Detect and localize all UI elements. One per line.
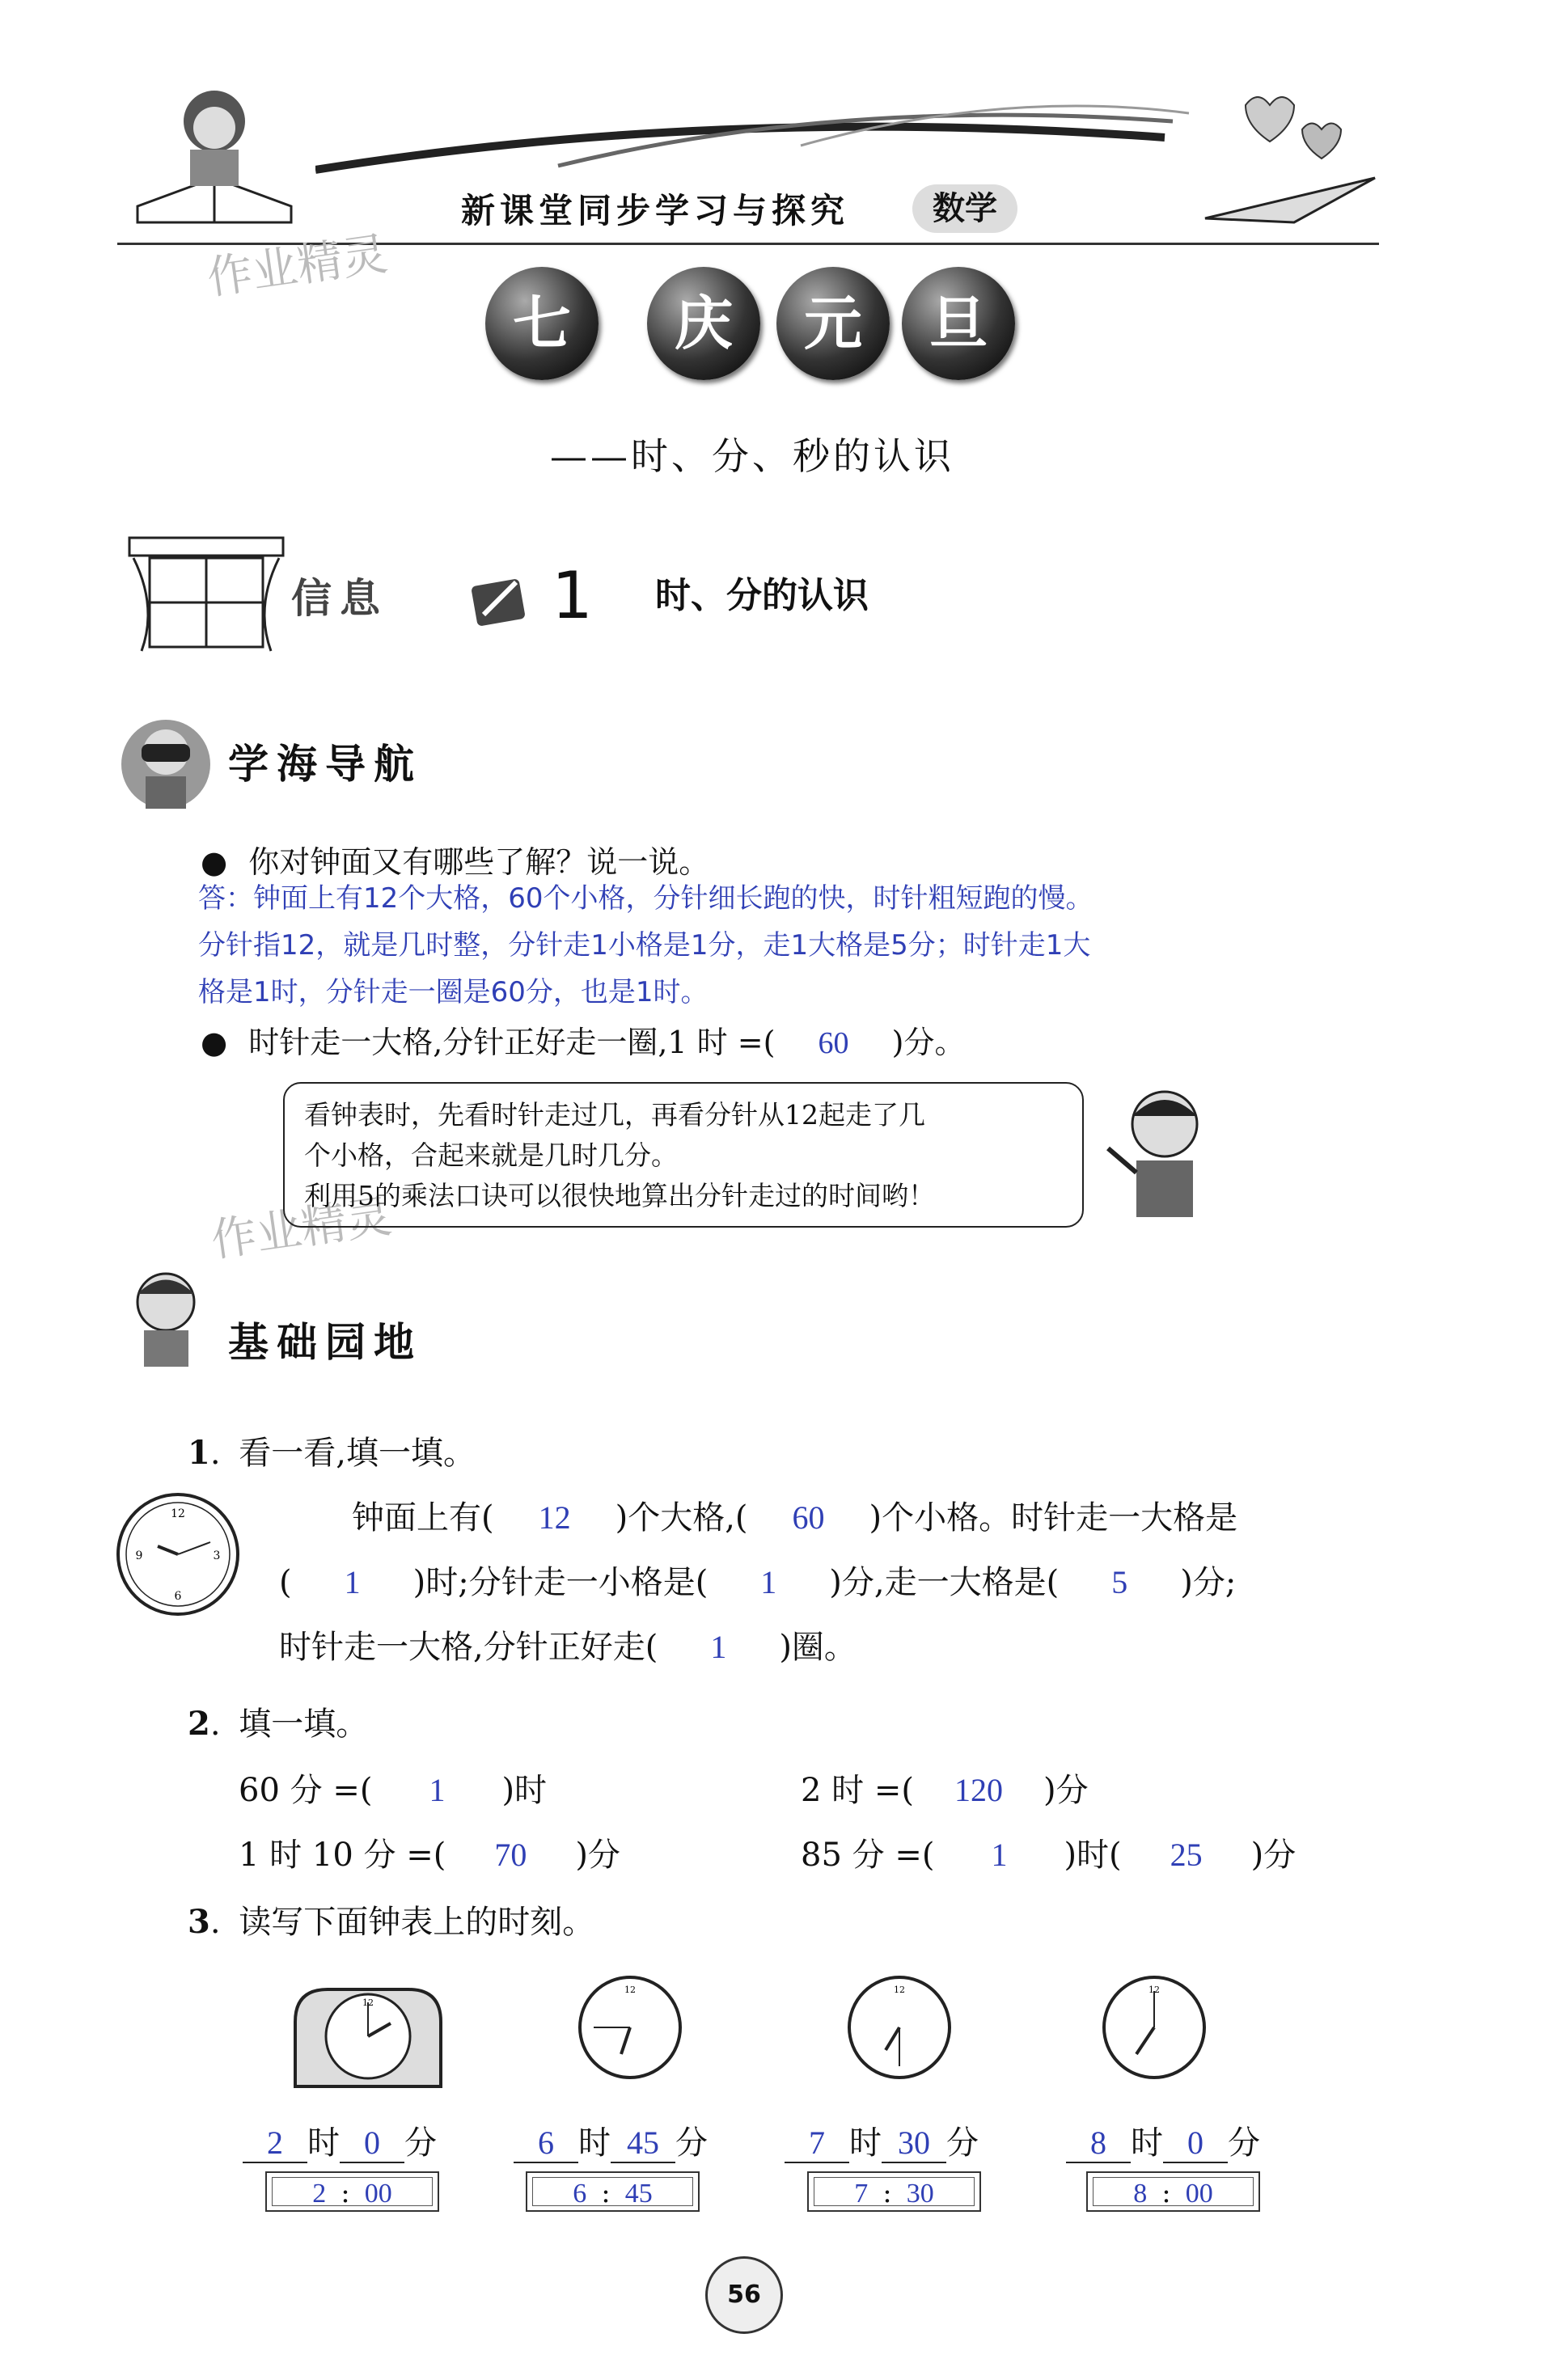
bullet-icon: ● [201, 1025, 228, 1060]
clock-icon [576, 1973, 685, 2086]
digital-time: 8 : 00 [1093, 2177, 1254, 2206]
question-text: 看一看,填一填。 [239, 1435, 476, 1472]
info-banner-text: 信息 [291, 575, 388, 622]
svg-text:6: 6 [174, 1590, 182, 1603]
binocular-kid-icon [117, 716, 222, 816]
svg-text:12: 12 [894, 1985, 905, 1995]
svg-text:3: 3 [213, 1549, 221, 1562]
digital-time: 6 : 45 [532, 2177, 693, 2206]
bullet-icon: ● [201, 844, 228, 880]
question-text: )时 [501, 1772, 548, 1809]
digital-hour: 7 [854, 2179, 869, 2209]
question-text: 1 时 10 分 =( [239, 1837, 446, 1874]
header-illustration-plane [1197, 81, 1383, 235]
digital-minute: 00 [1185, 2179, 1213, 2209]
question-3-prompt: 3. 读写下面钟表上的时刻。 [188, 1903, 595, 1941]
hour-unit: 时 [849, 2124, 882, 2162]
answer-field[interactable]: 12 [538, 1499, 571, 1536]
answer-field[interactable]: 1 [991, 1837, 1008, 1873]
digital-hour: 6 [573, 2179, 587, 2209]
question-text: 时针走一大格,分针正好走一圈,1 时 =( [248, 1025, 776, 1060]
question-text: )分 [1043, 1772, 1089, 1809]
minute-unit: 分 [404, 2124, 437, 2162]
question-1-line-1 [352, 1492, 1237, 1538]
digital-minute: 00 [364, 2179, 392, 2209]
minute-unit: 分 [946, 2124, 979, 2162]
digital-time: 2 : 00 [272, 2177, 433, 2206]
digital-time-box[interactable] [807, 2171, 981, 2212]
series-title: 新课堂同步学习与探究 [461, 191, 850, 230]
hour-field[interactable]: 7 [785, 2124, 849, 2163]
answer-field[interactable]: 5 [1111, 1564, 1128, 1600]
tip-bubble [283, 1082, 1084, 1228]
answer-field[interactable]: 1 [429, 1772, 446, 1808]
watermark: 作业精灵 [204, 227, 391, 306]
question-1-prompt: 1. 看一看,填一填。 [188, 1434, 476, 1472]
time-answer [514, 2117, 708, 2163]
question-text: )个小格。时针走一大格是 [869, 1499, 1238, 1537]
hour-field[interactable]: 8 [1066, 2124, 1131, 2163]
digital-minute: 30 [906, 2179, 934, 2209]
time-answer [1066, 2117, 1260, 2163]
unit-subtitle: ——时、分、秒的认识 [550, 434, 954, 478]
minute-unit: 分 [675, 2124, 708, 2162]
unit-title-char: 七 [485, 267, 599, 380]
minute-field[interactable]: 30 [882, 2124, 946, 2163]
question-text: 60 分 =( [239, 1772, 373, 1809]
clock-icon [845, 1973, 954, 2086]
question-text: )分; [1180, 1564, 1237, 1601]
pencil-card-icon [467, 570, 532, 638]
unit-title-char: 旦 [902, 267, 1015, 380]
question-text: )圈。 [779, 1629, 857, 1666]
tip-line: 利用5的乘法口诀可以很快地算出分针走过的时间哟！ [304, 1180, 935, 1211]
paper-plane-icon [1197, 81, 1383, 235]
unit-title-char: 元 [776, 267, 890, 380]
answer-field[interactable]: 25 [1170, 1837, 1203, 1873]
question-2-prompt: 2. 填一填。 [188, 1705, 369, 1743]
question-text: )个大格,( [615, 1499, 748, 1537]
svg-text:12: 12 [171, 1507, 185, 1520]
window-icon [125, 534, 287, 658]
svg-text:12: 12 [1148, 1985, 1160, 1995]
answer-line: 格是1时，分针走一圈是60分，也是1时。 [198, 976, 709, 1008]
conversion-item [239, 1765, 547, 1811]
hour-unit: 时 [578, 2124, 611, 2162]
answer-block [198, 875, 1250, 1016]
question-text: ( [279, 1564, 292, 1601]
answer-field[interactable]: 1 [760, 1564, 777, 1600]
question-text: 读写下面钟表上的时刻。 [239, 1904, 595, 1941]
digital-time: 7 : 30 [814, 2177, 975, 2206]
question-text: 85 分 =( [801, 1837, 935, 1874]
girl-reading-icon [121, 65, 307, 226]
clock-icon [113, 1490, 243, 1622]
question-text: 2 时 =( [801, 1772, 914, 1809]
minute-field[interactable]: 45 [611, 2124, 675, 2163]
watermark: 作业精灵 [208, 1190, 396, 1268]
digital-hour: 8 [1133, 2179, 1148, 2209]
hour-field[interactable]: 2 [243, 2124, 307, 2163]
subject-badge: 数学 [912, 184, 1017, 233]
header-illustration-girl [121, 65, 307, 226]
answer-field[interactable]: 60 [818, 1026, 849, 1060]
minute-field[interactable]: 0 [1163, 2124, 1228, 2163]
question-text: 钟面上有( [352, 1499, 494, 1537]
digital-minute: 45 [624, 2179, 653, 2209]
xuehai-title: 学海导航 [228, 741, 422, 788]
question-number: 3 [188, 1903, 210, 1941]
boy-icon [1100, 1084, 1221, 1232]
jichu-title: 基础园地 [228, 1319, 422, 1366]
section-number: 1 [552, 558, 593, 633]
question-text: )分,走一大格是( [829, 1564, 1060, 1601]
answer-field[interactable]: 1 [344, 1564, 361, 1600]
question-text: )分。 [891, 1025, 966, 1060]
svg-text:9: 9 [135, 1549, 143, 1562]
svg-text:12: 12 [362, 1997, 374, 2008]
clock-icon [1100, 1973, 1209, 2086]
conversion-item [239, 1829, 620, 1875]
question-text: 填一填。 [239, 1706, 369, 1743]
tip-line: 看钟表时，先看时针走过几，再看分针从12起走了几 [304, 1099, 925, 1131]
answer-field[interactable]: 60 [792, 1499, 825, 1536]
hour-unit: 时 [307, 2124, 340, 2162]
conversion-item [801, 1765, 1089, 1811]
answer-field[interactable]: 120 [954, 1772, 1003, 1808]
question-text: )时( [1064, 1837, 1122, 1874]
question-1-line-2 [279, 1557, 1236, 1603]
question-text: )时;分针走一小格是( [412, 1564, 709, 1601]
time-answer [785, 2117, 979, 2163]
question-number: 2 [188, 1705, 210, 1743]
conversion-item [801, 1829, 1296, 1875]
digital-time-box[interactable] [526, 2171, 700, 2212]
girl-pointing-icon [121, 1266, 218, 1374]
question-text: 你对钟面又有哪些了解？说一说。 [248, 844, 710, 880]
question-line [201, 1017, 965, 1062]
answer-line: 答：钟面上有12个大格，60个小格，分针细长跑的快，时针粗短跑的慢。 [198, 882, 1093, 915]
unit-title-char: 庆 [647, 267, 760, 380]
page-number: 56 [705, 2256, 783, 2334]
header-swoosh [315, 89, 1205, 189]
svg-text:12: 12 [624, 1985, 636, 1995]
digital-time-box[interactable] [1086, 2171, 1260, 2212]
digital-hour: 2 [312, 2179, 327, 2209]
question-text: )分 [575, 1837, 620, 1874]
answer-field[interactable]: 1 [710, 1629, 727, 1665]
section-heading: 时、分的认识 [655, 575, 869, 616]
question-1-line-3 [279, 1621, 857, 1668]
hour-unit: 时 [1131, 2124, 1163, 2162]
question-text: 时针走一大格,分针正好走( [279, 1629, 658, 1666]
answer-field[interactable]: 70 [494, 1837, 527, 1873]
question-number: 1 [188, 1434, 210, 1472]
time-answer [243, 2117, 437, 2163]
desk-clock-icon [287, 1973, 449, 2094]
minute-unit: 分 [1228, 2124, 1260, 2162]
minute-field[interactable]: 0 [340, 2124, 404, 2163]
hour-field[interactable]: 6 [514, 2124, 578, 2163]
digital-time-box[interactable] [265, 2171, 439, 2212]
tip-line: 个小格，合起来就是几时几分。 [304, 1139, 678, 1171]
question-text: )分 [1250, 1837, 1297, 1874]
answer-line: 分针指12，就是几时整，分针走1小格是1分，走1大格是5分；时针走1大 [198, 929, 1091, 962]
